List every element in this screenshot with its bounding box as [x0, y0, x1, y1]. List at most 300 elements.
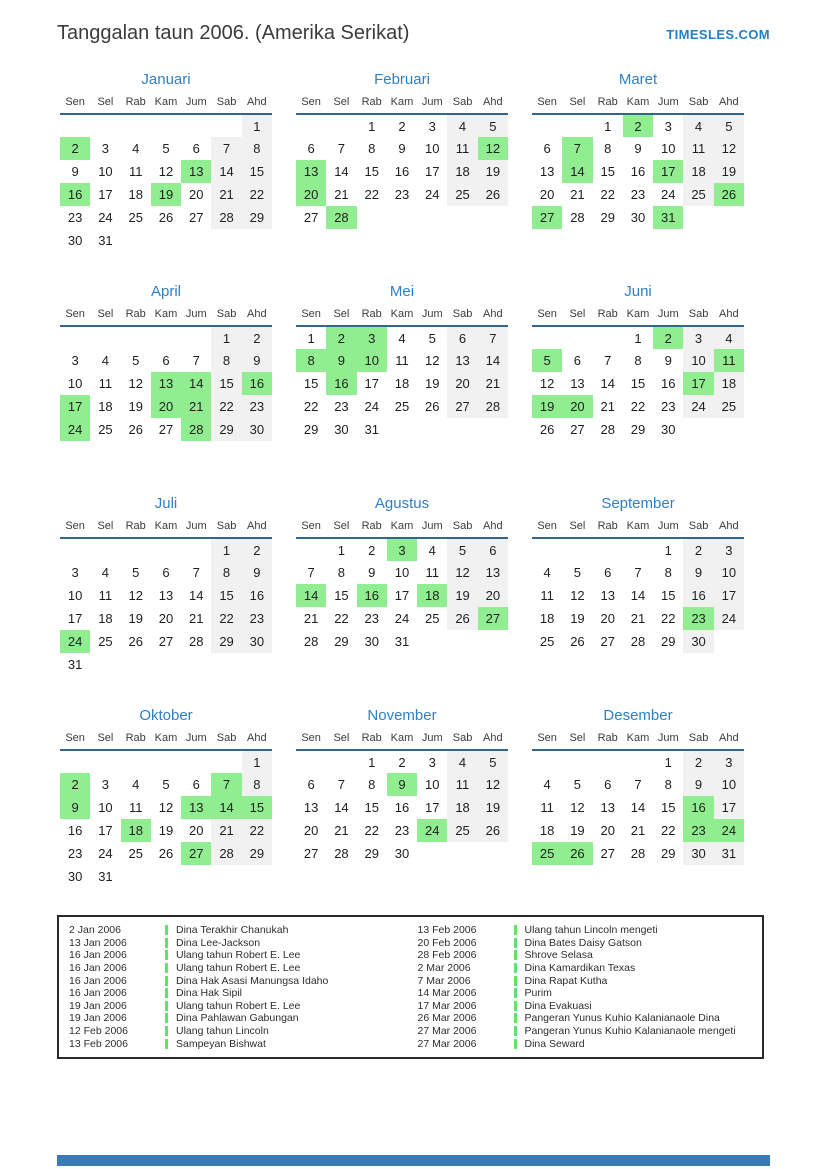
day-cell[interactable]: 19 — [128, 611, 143, 626]
day-cell[interactable]: 30 — [67, 233, 83, 248]
day-cell[interactable]: 1 — [634, 330, 642, 346]
day-cell[interactable]: 15 — [600, 164, 615, 179]
day-cell[interactable]: 23 — [334, 399, 349, 414]
day-cell[interactable]: 26 — [714, 183, 744, 206]
day-cell[interactable]: 7 — [337, 141, 346, 156]
day-cell[interactable]: 22 — [242, 819, 272, 842]
day-cell[interactable]: 14 — [189, 588, 204, 603]
day-cell[interactable]: 8 — [634, 353, 642, 368]
day-cell[interactable]: 2 — [242, 326, 272, 349]
day-cell[interactable]: 18 — [128, 187, 143, 202]
day-cell[interactable]: 13 — [151, 372, 181, 395]
day-cell[interactable]: 24 — [364, 399, 379, 414]
day-cell[interactable]: 4 — [714, 326, 744, 349]
day-cell[interactable]: 17 — [98, 823, 113, 838]
day-cell[interactable]: 4 — [543, 777, 551, 792]
day-cell[interactable]: 22 — [630, 399, 646, 414]
day-cell[interactable]: 6 — [192, 777, 200, 792]
day-cell[interactable]: 25 — [714, 395, 744, 418]
day-cell[interactable]: 3 — [71, 353, 79, 368]
day-cell[interactable]: 17 — [60, 395, 90, 418]
day-cell[interactable]: 15 — [242, 796, 272, 819]
day-cell[interactable]: 14 — [211, 796, 241, 819]
day-cell[interactable]: 29 — [211, 418, 241, 441]
day-cell[interactable]: 17 — [394, 588, 410, 603]
day-cell[interactable]: 9 — [634, 141, 642, 156]
day-cell[interactable]: 23 — [242, 607, 272, 630]
day-cell[interactable]: 11 — [447, 773, 477, 796]
day-cell[interactable]: 15 — [364, 164, 379, 179]
day-cell[interactable]: 20 — [600, 823, 615, 838]
day-cell[interactable]: 10 — [425, 141, 440, 156]
day-cell[interactable]: 9 — [664, 353, 672, 368]
day-cell[interactable]: 4 — [447, 114, 477, 137]
day-cell[interactable]: 26 — [158, 210, 174, 225]
day-cell[interactable]: 20 — [189, 823, 204, 838]
day-cell[interactable]: 15 — [242, 160, 272, 183]
day-cell[interactable]: 11 — [447, 137, 477, 160]
day-cell[interactable]: 24 — [60, 418, 90, 441]
day-cell[interactable]: 4 — [398, 330, 406, 346]
site-link[interactable]: TIMESLES.COM — [666, 27, 770, 42]
day-cell[interactable]: 27 — [181, 842, 211, 865]
day-cell[interactable]: 28 — [181, 418, 211, 441]
day-cell[interactable]: 31 — [67, 657, 83, 672]
day-cell[interactable]: 7 — [604, 353, 612, 368]
day-cell[interactable]: 31 — [653, 206, 683, 229]
day-cell[interactable]: 5 — [714, 114, 744, 137]
day-cell[interactable]: 8 — [242, 137, 272, 160]
day-cell[interactable]: 3 — [387, 538, 417, 561]
day-cell[interactable]: 16 — [661, 376, 676, 391]
day-cell[interactable]: 13 — [181, 160, 211, 183]
day-cell[interactable]: 22 — [211, 395, 241, 418]
day-cell[interactable]: 18 — [394, 376, 410, 391]
day-cell[interactable]: 27 — [600, 846, 615, 861]
day-cell[interactable]: 8 — [337, 565, 346, 580]
day-cell[interactable]: 8 — [664, 565, 672, 580]
day-cell[interactable]: 6 — [478, 538, 508, 561]
day-cell[interactable]: 30 — [683, 842, 713, 865]
day-cell[interactable]: 26 — [539, 422, 555, 437]
day-cell[interactable]: 16 — [683, 584, 713, 607]
day-cell[interactable]: 13 — [158, 588, 174, 603]
day-cell[interactable]: 2 — [398, 118, 406, 134]
day-cell[interactable]: 20 — [158, 611, 174, 626]
day-cell[interactable]: 1 — [604, 118, 612, 134]
day-cell[interactable]: 23 — [630, 187, 646, 202]
day-cell[interactable]: 25 — [447, 183, 477, 206]
day-cell[interactable]: 14 — [296, 584, 326, 607]
day-cell[interactable]: 28 — [326, 206, 356, 229]
day-cell[interactable]: 2 — [653, 326, 683, 349]
day-cell[interactable]: 29 — [661, 634, 676, 649]
day-cell[interactable]: 3 — [101, 777, 110, 792]
day-cell[interactable]: 3 — [428, 118, 436, 134]
day-cell[interactable]: 16 — [630, 164, 646, 179]
day-cell[interactable]: 4 — [543, 565, 551, 580]
day-cell[interactable]: 13 — [600, 588, 615, 603]
day-cell[interactable]: 25 — [394, 399, 410, 414]
day-cell[interactable]: 19 — [151, 183, 181, 206]
day-cell[interactable]: 22 — [661, 611, 676, 626]
day-cell[interactable]: 5 — [573, 777, 582, 792]
day-cell[interactable]: 5 — [162, 141, 170, 156]
day-cell[interactable]: 9 — [60, 796, 90, 819]
day-cell[interactable]: 10 — [714, 773, 744, 796]
day-cell[interactable]: 11 — [540, 800, 554, 815]
day-cell[interactable]: 9 — [398, 141, 406, 156]
day-cell[interactable]: 11 — [714, 349, 744, 372]
day-cell[interactable]: 14 — [211, 160, 241, 183]
day-cell[interactable]: 9 — [387, 773, 417, 796]
day-cell[interactable]: 19 — [128, 399, 143, 414]
day-cell[interactable]: 26 — [128, 422, 143, 437]
day-cell[interactable]: 31 — [98, 869, 113, 884]
day-cell[interactable]: 17 — [714, 796, 744, 819]
day-cell[interactable]: 11 — [683, 137, 713, 160]
day-cell[interactable]: 1 — [307, 330, 315, 346]
day-cell[interactable]: 29 — [661, 846, 676, 861]
day-cell[interactable]: 12 — [447, 561, 477, 584]
day-cell[interactable]: 24 — [60, 630, 90, 653]
day-cell[interactable]: 22 — [364, 823, 379, 838]
day-cell[interactable]: 15 — [661, 800, 676, 815]
day-cell[interactable]: 16 — [683, 796, 713, 819]
day-cell[interactable]: 29 — [364, 846, 379, 861]
day-cell[interactable]: 21 — [600, 399, 615, 414]
day-cell[interactable]: 4 — [132, 777, 140, 792]
day-cell[interactable]: 6 — [307, 777, 315, 792]
day-cell[interactable]: 29 — [242, 842, 272, 865]
day-cell[interactable]: 4 — [428, 542, 436, 558]
day-cell[interactable]: 20 — [562, 395, 592, 418]
day-cell[interactable]: 8 — [604, 141, 612, 156]
day-cell[interactable]: 13 — [447, 349, 477, 372]
day-cell[interactable]: 7 — [211, 137, 241, 160]
day-cell[interactable]: 28 — [211, 842, 241, 865]
day-cell[interactable]: 11 — [395, 353, 409, 368]
day-cell[interactable]: 18 — [447, 160, 477, 183]
day-cell[interactable]: 3 — [71, 565, 79, 580]
day-cell[interactable]: 7 — [634, 565, 642, 580]
day-cell[interactable]: 24 — [661, 187, 676, 202]
day-cell[interactable]: 19 — [478, 160, 508, 183]
day-cell[interactable]: 28 — [334, 846, 349, 861]
day-cell[interactable]: 29 — [211, 630, 241, 653]
day-cell[interactable]: 7 — [478, 326, 508, 349]
day-cell[interactable]: 25 — [98, 634, 113, 649]
day-cell[interactable]: 22 — [211, 607, 241, 630]
day-cell[interactable]: 14 — [181, 372, 211, 395]
day-cell[interactable]: 20 — [189, 187, 204, 202]
day-cell[interactable]: 17 — [425, 800, 440, 815]
day-cell[interactable]: 14 — [600, 376, 615, 391]
day-cell[interactable]: 19 — [425, 376, 440, 391]
day-cell[interactable]: 15 — [630, 376, 646, 391]
day-cell[interactable]: 28 — [211, 206, 241, 229]
day-cell[interactable]: 10 — [67, 588, 83, 603]
day-cell[interactable]: 24 — [417, 819, 447, 842]
day-cell[interactable]: 7 — [192, 565, 200, 580]
day-cell[interactable]: 30 — [242, 630, 272, 653]
day-cell[interactable]: 27 — [478, 607, 508, 630]
day-cell[interactable]: 19 — [478, 796, 508, 819]
day-cell[interactable]: 2 — [368, 542, 376, 558]
day-cell[interactable]: 18 — [417, 584, 447, 607]
day-cell[interactable]: 18 — [447, 796, 477, 819]
day-cell[interactable]: 23 — [683, 819, 713, 842]
day-cell[interactable]: 10 — [67, 376, 83, 391]
day-cell[interactable]: 13 — [181, 796, 211, 819]
day-cell[interactable]: 26 — [478, 183, 508, 206]
day-cell[interactable]: 28 — [189, 634, 204, 649]
day-cell[interactable]: 18 — [121, 819, 151, 842]
day-cell[interactable]: 25 — [539, 634, 555, 649]
day-cell[interactable]: 12 — [128, 376, 143, 391]
day-cell[interactable]: 1 — [211, 538, 241, 561]
day-cell[interactable]: 2 — [242, 538, 272, 561]
day-cell[interactable]: 5 — [478, 750, 508, 773]
day-cell[interactable]: 7 — [562, 137, 592, 160]
day-cell[interactable]: 29 — [600, 210, 615, 225]
day-cell[interactable]: 29 — [242, 206, 272, 229]
day-cell[interactable]: 6 — [604, 777, 612, 792]
day-cell[interactable]: 23 — [394, 187, 410, 202]
day-cell[interactable]: 6 — [447, 326, 477, 349]
day-cell[interactable]: 6 — [162, 565, 170, 580]
day-cell[interactable]: 13 — [478, 561, 508, 584]
day-cell[interactable]: 11 — [425, 565, 440, 580]
day-cell[interactable]: 26 — [478, 819, 508, 842]
day-cell[interactable]: 21 — [334, 187, 349, 202]
day-cell[interactable]: 23 — [661, 399, 676, 414]
day-cell[interactable]: 30 — [334, 422, 349, 437]
day-cell[interactable]: 28 — [303, 634, 319, 649]
day-cell[interactable]: 24 — [98, 210, 113, 225]
day-cell[interactable]: 2 — [623, 114, 653, 137]
day-cell[interactable]: 10 — [683, 349, 713, 372]
day-cell[interactable]: 6 — [604, 565, 612, 580]
day-cell[interactable]: 25 — [128, 846, 143, 861]
day-cell[interactable]: 10 — [425, 777, 440, 792]
day-cell[interactable]: 16 — [326, 372, 356, 395]
day-cell[interactable]: 30 — [67, 869, 83, 884]
day-cell[interactable]: 12 — [128, 588, 143, 603]
day-cell[interactable]: 8 — [242, 773, 272, 796]
day-cell[interactable]: 27 — [303, 210, 319, 225]
day-cell[interactable]: 28 — [570, 210, 585, 225]
day-cell[interactable]: 21 — [211, 819, 241, 842]
day-cell[interactable]: 14 — [630, 588, 646, 603]
day-cell[interactable]: 27 — [303, 846, 319, 861]
day-cell[interactable]: 27 — [158, 422, 174, 437]
day-cell[interactable]: 1 — [664, 754, 672, 770]
day-cell[interactable]: 14 — [334, 164, 349, 179]
day-cell[interactable]: 11 — [128, 800, 143, 815]
day-cell[interactable]: 13 — [296, 160, 326, 183]
day-cell[interactable]: 22 — [303, 399, 319, 414]
day-cell[interactable]: 24 — [714, 607, 744, 630]
day-cell[interactable]: 17 — [67, 611, 83, 626]
day-cell[interactable]: 6 — [192, 141, 200, 156]
day-cell[interactable]: 10 — [714, 561, 744, 584]
day-cell[interactable]: 30 — [242, 418, 272, 441]
day-cell[interactable]: 27 — [447, 395, 477, 418]
day-cell[interactable]: 24 — [683, 395, 713, 418]
day-cell[interactable]: 25 — [425, 611, 440, 626]
day-cell[interactable]: 26 — [425, 399, 440, 414]
day-cell[interactable]: 2 — [60, 773, 90, 796]
day-cell[interactable]: 5 — [132, 353, 140, 368]
day-cell[interactable]: 16 — [67, 823, 83, 838]
day-cell[interactable]: 20 — [303, 823, 319, 838]
day-cell[interactable]: 16 — [394, 164, 410, 179]
day-cell[interactable]: 17 — [98, 187, 113, 202]
day-cell[interactable]: 24 — [394, 611, 410, 626]
day-cell[interactable]: 28 — [600, 422, 615, 437]
day-cell[interactable]: 25 — [683, 183, 713, 206]
day-cell[interactable]: 18 — [683, 160, 713, 183]
day-cell[interactable]: 17 — [425, 164, 440, 179]
day-cell[interactable]: 11 — [98, 588, 113, 603]
day-cell[interactable]: 8 — [211, 349, 241, 372]
day-cell[interactable]: 22 — [661, 823, 676, 838]
day-cell[interactable]: 18 — [98, 611, 113, 626]
day-cell[interactable]: 9 — [242, 349, 272, 372]
day-cell[interactable]: 23 — [683, 607, 713, 630]
day-cell[interactable]: 25 — [532, 842, 562, 865]
day-cell[interactable]: 7 — [337, 777, 346, 792]
day-cell[interactable]: 29 — [303, 422, 319, 437]
day-cell[interactable]: 19 — [532, 395, 562, 418]
day-cell[interactable]: 6 — [307, 141, 315, 156]
day-cell[interactable]: 11 — [128, 164, 143, 179]
day-cell[interactable]: 25 — [98, 422, 113, 437]
day-cell[interactable]: 5 — [447, 538, 477, 561]
day-cell[interactable]: 10 — [394, 565, 410, 580]
day-cell[interactable]: 19 — [447, 584, 477, 607]
day-cell[interactable]: 19 — [570, 611, 585, 626]
day-cell[interactable]: 27 — [570, 422, 585, 437]
day-cell[interactable]: 22 — [242, 183, 272, 206]
day-cell[interactable]: 21 — [630, 611, 646, 626]
day-cell[interactable]: 4 — [101, 565, 110, 580]
day-cell[interactable]: 3 — [683, 326, 713, 349]
day-cell[interactable]: 30 — [364, 634, 379, 649]
day-cell[interactable]: 28 — [478, 395, 508, 418]
day-cell[interactable]: 3 — [357, 326, 387, 349]
day-cell[interactable]: 4 — [447, 750, 477, 773]
day-cell[interactable]: 13 — [600, 800, 615, 815]
day-cell[interactable]: 27 — [158, 634, 174, 649]
day-cell[interactable]: 2 — [60, 137, 90, 160]
day-cell[interactable]: 11 — [98, 376, 113, 391]
day-cell[interactable]: 26 — [562, 842, 592, 865]
day-cell[interactable]: 5 — [573, 565, 582, 580]
day-cell[interactable]: 8 — [368, 777, 376, 792]
day-cell[interactable]: 5 — [162, 777, 170, 792]
day-cell[interactable]: 2 — [683, 750, 713, 773]
day-cell[interactable]: 8 — [211, 561, 241, 584]
day-cell[interactable]: 21 — [211, 183, 241, 206]
day-cell[interactable]: 14 — [562, 160, 592, 183]
day-cell[interactable]: 7 — [634, 777, 642, 792]
day-cell[interactable]: 12 — [714, 137, 744, 160]
day-cell[interactable]: 7 — [211, 773, 241, 796]
day-cell[interactable]: 24 — [425, 187, 440, 202]
day-cell[interactable]: 1 — [368, 118, 376, 134]
day-cell[interactable]: 29 — [630, 422, 646, 437]
day-cell[interactable]: 31 — [394, 634, 410, 649]
day-cell[interactable]: 26 — [447, 607, 477, 630]
day-cell[interactable]: 11 — [540, 588, 554, 603]
day-cell[interactable]: 13 — [303, 800, 319, 815]
day-cell[interactable]: 3 — [714, 750, 744, 773]
day-cell[interactable]: 18 — [539, 823, 555, 838]
day-cell[interactable]: 2 — [398, 754, 406, 770]
day-cell[interactable]: 6 — [162, 353, 170, 368]
day-cell[interactable]: 5 — [132, 565, 140, 580]
day-cell[interactable]: 8 — [664, 777, 672, 792]
day-cell[interactable]: 10 — [661, 141, 676, 156]
day-cell[interactable]: 7 — [307, 565, 315, 580]
day-cell[interactable]: 25 — [447, 819, 477, 842]
day-cell[interactable]: 20 — [296, 183, 326, 206]
day-cell[interactable]: 15 — [364, 800, 379, 815]
day-cell[interactable]: 15 — [661, 588, 676, 603]
day-cell[interactable]: 17 — [714, 584, 744, 607]
day-cell[interactable]: 24 — [98, 846, 113, 861]
day-cell[interactable]: 28 — [630, 846, 646, 861]
day-cell[interactable]: 3 — [714, 538, 744, 561]
day-cell[interactable]: 23 — [394, 823, 410, 838]
day-cell[interactable]: 1 — [242, 114, 272, 137]
day-cell[interactable]: 7 — [192, 353, 200, 368]
day-cell[interactable]: 22 — [364, 187, 379, 202]
day-cell[interactable]: 29 — [334, 634, 349, 649]
day-cell[interactable]: 5 — [428, 330, 436, 346]
day-cell[interactable]: 30 — [683, 630, 713, 653]
day-cell[interactable]: 8 — [296, 349, 326, 372]
day-cell[interactable]: 4 — [683, 114, 713, 137]
day-cell[interactable]: 27 — [600, 634, 615, 649]
day-cell[interactable]: 5 — [478, 114, 508, 137]
day-cell[interactable]: 12 — [539, 376, 555, 391]
day-cell[interactable]: 14 — [630, 800, 646, 815]
day-cell[interactable]: 20 — [447, 372, 477, 395]
day-cell[interactable]: 23 — [67, 846, 83, 861]
day-cell[interactable]: 21 — [181, 395, 211, 418]
day-cell[interactable]: 20 — [600, 611, 615, 626]
day-cell[interactable]: 6 — [573, 353, 582, 368]
day-cell[interactable]: 1 — [211, 326, 241, 349]
day-cell[interactable]: 31 — [714, 842, 744, 865]
day-cell[interactable]: 23 — [242, 395, 272, 418]
day-cell[interactable]: 1 — [337, 542, 346, 558]
day-cell[interactable]: 19 — [714, 160, 744, 183]
day-cell[interactable]: 17 — [653, 160, 683, 183]
day-cell[interactable]: 10 — [98, 164, 113, 179]
day-cell[interactable]: 1 — [242, 750, 272, 773]
day-cell[interactable]: 14 — [478, 349, 508, 372]
day-cell[interactable]: 10 — [357, 349, 387, 372]
day-cell[interactable]: 18 — [98, 399, 113, 414]
day-cell[interactable]: 31 — [364, 422, 379, 437]
day-cell[interactable]: 14 — [334, 800, 349, 815]
day-cell[interactable]: 20 — [478, 584, 508, 607]
day-cell[interactable]: 3 — [428, 754, 436, 770]
